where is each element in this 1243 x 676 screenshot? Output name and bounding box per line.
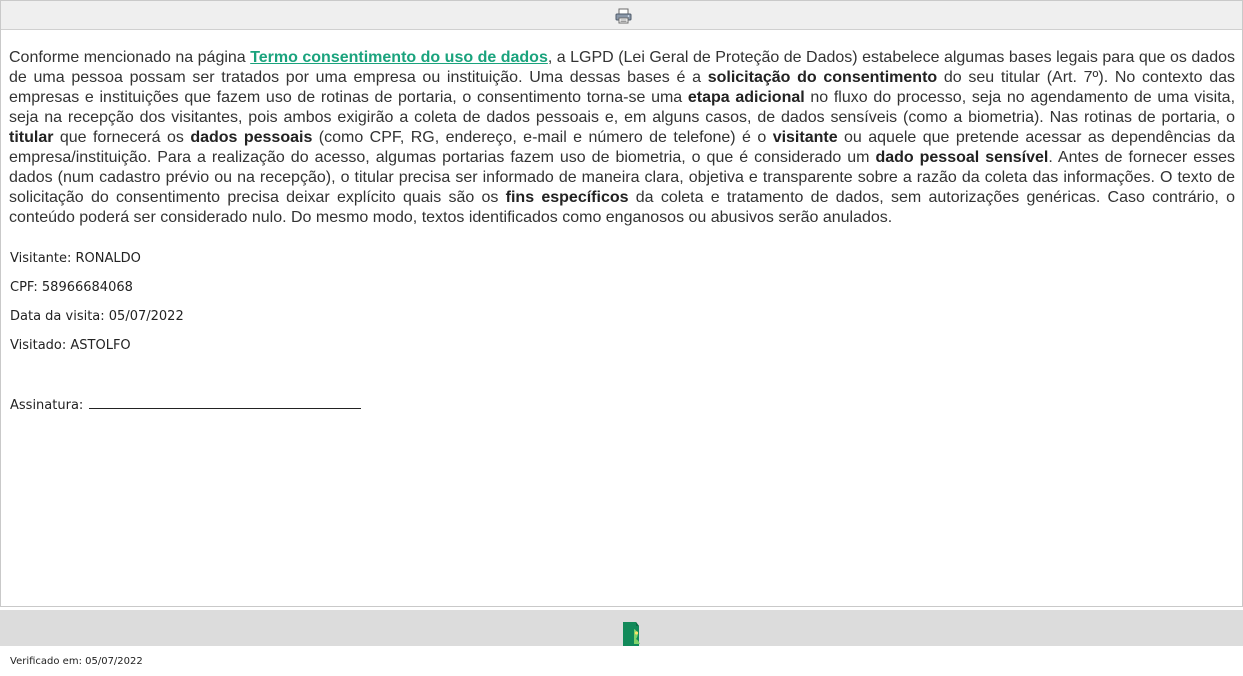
signature-row	[10, 396, 361, 413]
app-logo-icon	[622, 621, 642, 646]
signature-line	[89, 396, 361, 409]
print-toolbar	[1, 1, 1242, 30]
verified-date: Verificado em: 05/07/2022	[10, 656, 143, 667]
consent-paragraph: Conforme mencionado na página Termo consentimento do uso de dados, a LGPD (Lei Geral de Proteção de Dados) estabelece algumas bases legais para que os dados de uma pessoa possam ser tratados por uma empresa ou instituição. Uma dessas bases é a solicitação do consentimento do seu titular (Art. 7º). No contexto das empresas e instituições que fazem uso de rotinas de portaria, o consentimento torna-se uma etapa adicional no fluxo do processo, seja no agendamento de uma visita, seja na recepção dos visitantes, pois ambos exigirão a coleta de dados pessoais e, em alguns casos, de dados sensíveis (como a biometria). Nas rotinas de portaria, o titular que fornecerá os dados pessoais (como CPF, RG, endereço, e-mail e número de telefone) é o visitante ou aquele que pretende acessar as dependências da empresa/instituição. Para a realização do acesso, algumas portarias fazem uso de biometria, o que é considerado um dado pessoal sensível. Antes de fornecer esses dados (num cadastro prévio ou na recepção), o titular precisa ser informado de maneira clara, objetiva e transparente sobre a razão da coleta das informações. O texto de solicitação do consentimento precisa deixar explícito quais são os fins específicos da coleta e tratamento de dados, sem autorizações genéricas. Caso contrário, o conteúdo poderá ser considerado nulo. Do mesmo modo, textos identificados como enganosos ou abusivos serão anulados.	[9, 49, 1236, 226]
visitor-cpf: CPF: 58966684068	[10, 280, 133, 295]
visitor-name: Visitante: RONALDO	[10, 251, 141, 266]
signature-label: Assinatura:	[10, 398, 84, 413]
visit-date: Data da visita: 05/07/2022	[10, 309, 184, 324]
host-name: Visitado: ASTOLFO	[10, 338, 131, 353]
footer-bar	[0, 610, 1243, 646]
consent-terms-link[interactable]: Termo consentimento do uso de dados	[250, 49, 548, 66]
consent-content	[9, 48, 1235, 228]
printer-icon[interactable]	[615, 8, 632, 24]
